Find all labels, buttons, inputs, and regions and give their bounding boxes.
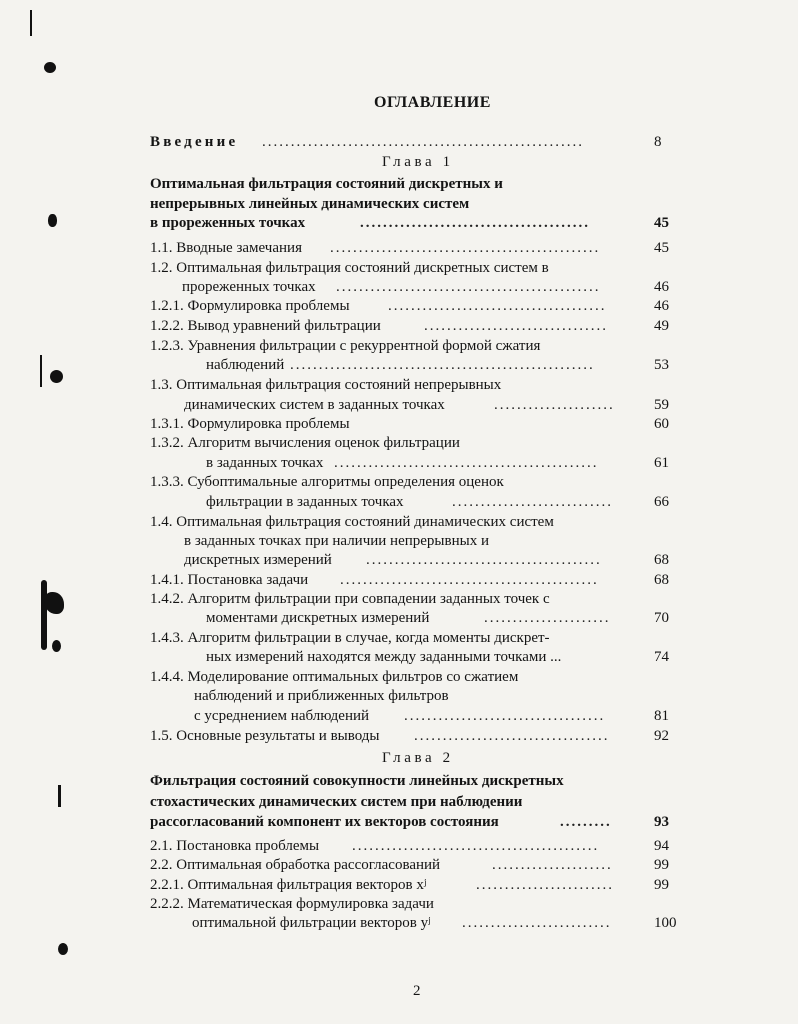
leader-dots: .............................................. xyxy=(334,455,599,471)
intro-title: Введение xyxy=(150,134,239,150)
leader-dots: ........................ xyxy=(476,877,614,893)
scan-mark xyxy=(50,370,63,383)
leader-dots: ............................ xyxy=(452,494,613,510)
leader-dots: ................................ xyxy=(424,318,608,334)
chapter1-page: 45 xyxy=(654,215,669,231)
scan-mark xyxy=(52,640,61,652)
leader-dots: ............................................. xyxy=(340,572,599,588)
scan-mark xyxy=(44,592,64,614)
scan-mark xyxy=(58,785,61,807)
leader-dots: ................................... xyxy=(404,708,606,724)
leader-dots: ...................................... xyxy=(388,298,607,314)
scan-mark xyxy=(30,10,32,36)
scan-mark xyxy=(44,62,56,73)
leader-dots: ..................... xyxy=(494,397,615,413)
leader-dots: ..................................................... xyxy=(290,357,595,373)
scan-mark xyxy=(48,214,57,227)
leader-dots: .............................................. xyxy=(336,279,601,295)
toc-page: ОГЛАВЛЕНИЕ Введение ........................................................ 8 Глава 1 Оптимальная фильтрация состояний дискретных и непрерывных линейных динамических систем в прореженных точках ........................................ 45 1.1. Вводные замечания ............................................... 45 1.2. Оптимальная фильтрация состояний дискретных систем в прореженных точках .............................................. 46 1.2.1. Формулировка проблемы ...................................... 46 1.2.2. Вывод уравнений фильтрации ................................ 49 1.2.3. Уравнения фильтрации с рекуррентной формой сжатия наблюдений ..................................................... 53 1.3. Оптимальная фильтрация состояний непрерывных динамических систем в заданных точках ..................... 59 1.3.1. Формулировка проблемы 60 1.3.2. Алгоритм вычисления оценок фильтрации в заданных точках .............................................. 61 1.3.3. Субоптимальные алгоритмы определения оценок фильтрации в заданных точках ............................ 66 1.4. Оптимальная фильтрация состояний динамических систем в заданных точках при наличии непрерывных и дискретных измерений ......................................... 68 1.4.1. Постановка задачи ............................................. 68 1.4.2. Алгоритм фильтрации при совпадении заданных точек с моментами дискретных измерений ...................... 70 1.4.3. Алгоритм фильтрации в случае, когда моменты дискрет- ных измерений находятся между заданными точками ... 74 1.4.4. Моделирование оптимальных фильтров со сжатием наблюдений и приближенных фильтров с усреднением наблюдений ................................... 81 1.5. Основные результаты и выводы .................................. 92 Глава 2 Фильтрация состояний совокупности линейных дискретных стохастических динамических систем при наблюдении рассогласований компонент их векторов состояния ......... 93 2.1. Постановка проблемы ........................................... 94 2.2. Оптимальная обработка рассогласований ..................... 99 2.2.1. Оптимальная фильтрация векторов xʲ ........................ 99 2.2.2. Математическая формулировка задачи оптимальной фильтрации векторов yʲ .......................... 100 2 xyxy=(0,0,798,1024)
leader-dots: ........................................ xyxy=(360,215,590,231)
leader-dots: ...................... xyxy=(484,610,611,626)
leader-dots: ..................... xyxy=(492,857,613,873)
chapter1-label: Глава 1 xyxy=(382,154,454,170)
toc-heading: ОГЛАВЛЕНИЕ xyxy=(374,94,491,111)
leader-dots: .................................. xyxy=(414,728,610,744)
intro-page: 8 xyxy=(654,134,662,150)
leader-dots: ......... xyxy=(560,814,612,830)
chapter2-page: 93 xyxy=(654,814,669,830)
chapter2-label: Глава 2 xyxy=(382,750,454,766)
leader-dots: ........................................... xyxy=(352,838,600,854)
scan-mark xyxy=(41,580,47,650)
leader-dots: .......................... xyxy=(462,915,612,931)
leader-dots: ............................................... xyxy=(330,240,601,256)
scan-mark xyxy=(40,355,42,387)
scan-mark xyxy=(58,943,68,955)
leader-dots: ......................................... xyxy=(366,552,602,568)
leader-dots: ........................................................ xyxy=(262,134,584,150)
page-number: 2 xyxy=(413,983,421,999)
